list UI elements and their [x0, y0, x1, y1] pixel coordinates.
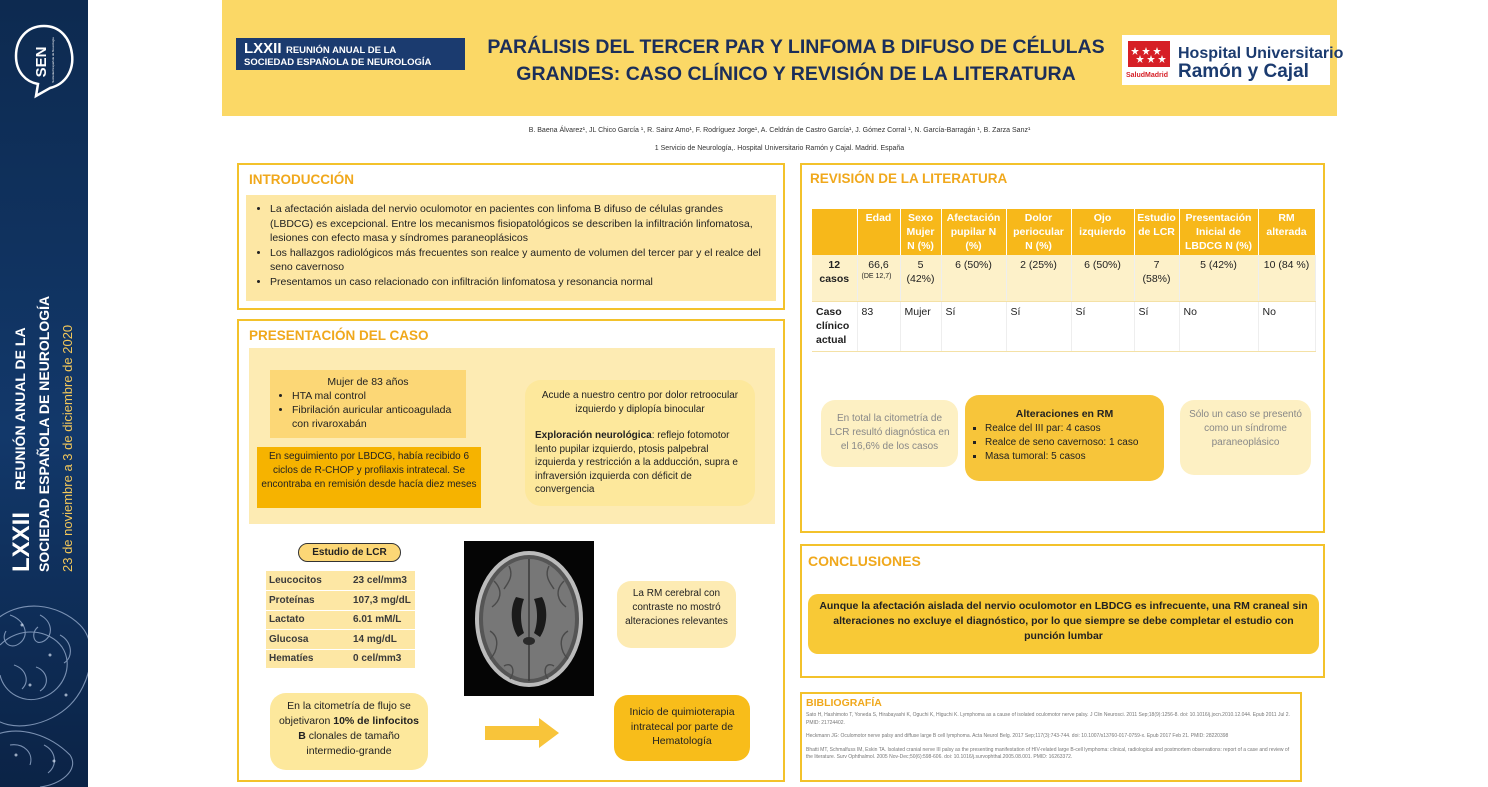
- intro-content: [246, 195, 776, 301]
- rm-item: ▪ Realce de seno cavernoso: 1 caso: [985, 436, 1156, 450]
- flow-text-bold: 10% de linfocitos B: [298, 715, 420, 742]
- table-cell: Sí: [1134, 301, 1179, 351]
- table-row: [266, 630, 415, 650]
- neuro-exam: [535, 429, 745, 497]
- rm-list: [973, 422, 1156, 464]
- csf-diagnostic-note: En total la citometría de LCR resultó diagnóstica en el 16,6% de los casos: [821, 400, 958, 467]
- case-title: PRESENTACIÓN DEL CASO: [249, 328, 429, 343]
- poster-title: [470, 34, 1122, 88]
- arrow-right-icon: [485, 718, 559, 748]
- age-mean: 66,6: [868, 259, 889, 271]
- hospital-name-line1: Hospital Universitario: [1178, 45, 1344, 62]
- salud-madrid-text: SaludMadrid: [1126, 72, 1169, 79]
- conclusions-text: Aunque la afectación aislada del nervio oculomotor en LBDCG es infrecuente, una RM craneal sin alteraciones no excluye el diagnóstico, por lo que siempre se debe completar el estudio con punción lumbar: [808, 594, 1319, 654]
- affiliation: 1 Servicio de Neurología,. Hospital Universitario Ramón y Cajal. Madrid. España: [654, 145, 905, 152]
- intro-bullet: • La afectación aislada del nervio oculomotor en pacientes con linfoma B difuso de células grandes (LBDCG) es excepcional. Entre los mecanismos fisiopatológicos se describen la infiltración linfomatosa, lesiones con efecto masa y síndromes paraneoplásicos: [270, 202, 768, 246]
- literature-table: [812, 209, 1316, 352]
- table-row: [812, 255, 1315, 301]
- row-header: Caso clínico actual: [812, 301, 857, 351]
- rm-item: ▪ Masa tumoral: 5 casos: [985, 450, 1156, 464]
- table-row: [266, 571, 415, 591]
- table-row: [266, 649, 415, 669]
- table-cell: 83: [857, 301, 900, 351]
- exam-label: Exploración neurológica: [535, 430, 652, 441]
- bibliography-list: [806, 712, 1296, 768]
- intro-bullet: • Los hallazgos radiológicos más frecuentes son realce y aumento de volumen del tercer par y el realce del seno cavernoso: [270, 246, 768, 275]
- poster-title-line1: PARÁLISIS DEL TERCER PAR Y LINFOMA B DIFUSO DE CÉLULAS: [487, 36, 1105, 58]
- col-header: RM alterada: [1258, 209, 1315, 255]
- table-cell: 5 (42%): [900, 255, 941, 301]
- table-cell: Sí: [941, 301, 1006, 351]
- patient-heading: Mujer de 83 años: [327, 376, 409, 388]
- table-cell: Sí: [1071, 301, 1134, 351]
- intro-title: INTRODUCCIÓN: [249, 172, 354, 187]
- col-header: [812, 209, 857, 255]
- brain-illustration: [0, 585, 88, 787]
- table-cell: No: [1258, 301, 1315, 351]
- lcr-value: 14 mg/dL: [350, 630, 415, 650]
- rm-item: ▪ Realce del III par: 4 casos: [985, 422, 1156, 436]
- patient-box: [270, 370, 466, 438]
- banner-line2: SOCIEDAD ESPAÑOLA DE NEUROLOGÍA: [244, 57, 432, 68]
- col-header: Afectación pupilar N (%): [941, 209, 1006, 255]
- col-header: Presentación Inicial de LBDCG N (%): [1179, 209, 1258, 255]
- age-sd: (DE 12,7): [861, 273, 892, 280]
- flow-text-post: clonales de tamaño intermedio-grande: [305, 730, 400, 757]
- sidebar-title: [0, 110, 88, 580]
- patient-item: • HTA mal control: [292, 389, 458, 403]
- table-cell: Mujer: [900, 301, 941, 351]
- table-row: [812, 301, 1315, 351]
- flow-text-pre: En la citometría de flujo se objetivaron: [278, 700, 411, 727]
- lcr-table: [266, 571, 415, 669]
- table-row: [266, 591, 415, 611]
- table-cell: 6 (50%): [941, 255, 1006, 301]
- col-header: Edad: [857, 209, 900, 255]
- followup-box: En seguimiento por LBDCG, había recibido 6 ciclos de R-CHOP y profilaxis intratecal. Se encontraba en remisión desde hacía diez meses: [257, 447, 481, 508]
- lcr-param: Lactato: [266, 610, 350, 630]
- col-header: Ojo izquierdo: [1071, 209, 1134, 255]
- chemo-box: Inicio de quimioterapia intratecal por parte de Hematología: [614, 695, 750, 761]
- reference: Heckmann JG: Oculomotor nerve palsy and diffuse large B cell lymphoma. Acta Neurol Belg. 2017 Sep;117(3):743-744. doi: 10.1007/s13760-017-0759-x. Epub 2017 Feb 21. PMID: 28220398: [806, 733, 1229, 739]
- rm-heading: Alteraciones en RM: [1015, 408, 1114, 420]
- flow-cytometry-box: [270, 693, 428, 770]
- row-header: 12 casos: [812, 255, 857, 301]
- table-cell: 7 (58%): [1134, 255, 1179, 301]
- mri-brain-image: [464, 541, 594, 696]
- banner-line1: REUNIÓN ANUAL DE LA: [285, 45, 397, 56]
- paraneoplastic-note: Sólo un caso se presentó como un síndrome paraneoplásico: [1180, 400, 1311, 475]
- table-header-row: [812, 209, 1315, 255]
- sidebar-dates: 23 de noviembre a 3 de diciembre de 2020: [60, 324, 75, 572]
- congress-banner: [236, 38, 465, 70]
- banner-edition: LXXII: [244, 40, 282, 57]
- lcr-param: Glucosa: [266, 630, 350, 650]
- sidebar-banner: [0, 0, 88, 787]
- mri-result: La RM cerebral con contraste no mostró alteraciones relevantes: [617, 581, 736, 648]
- lcr-value: 0 cel/mm3: [350, 649, 415, 669]
- exam-text: : reflejo fotomotor lento pupilar izquierdo, ptosis palpebral izquierda y restricción a la adducción, supra e infraversión izquierda con déficit de convergencia: [535, 430, 738, 495]
- patient-list: [278, 389, 458, 431]
- hospital-name-line2: Ramón y Cajal: [1178, 61, 1309, 82]
- sen-logo-subtitle: Sociedad Española de Neurología: [51, 37, 55, 83]
- bibliography-title: BIBLIOGRAFÍA: [806, 697, 882, 709]
- table-cell: 6 (50%): [1071, 255, 1134, 301]
- sen-logo: [10, 20, 78, 102]
- col-header: Estudio de LCR: [1134, 209, 1179, 255]
- table-cell: 10 (84 %): [1258, 255, 1315, 301]
- col-header: Dolor periocular N (%): [1006, 209, 1071, 255]
- lcr-param: Proteínas: [266, 591, 350, 611]
- hospital-logo: [1122, 35, 1344, 85]
- intro-list: [246, 195, 776, 289]
- literature-title: REVISIÓN DE LA LITERATURA: [810, 171, 1008, 186]
- lcr-value: 107,3 mg/dL: [350, 591, 415, 611]
- consult-reason: Acude a nuestro centro por dolor retroocular izquierdo y diplopía binocular: [541, 390, 739, 415]
- sen-logo-text: SEN: [33, 46, 50, 78]
- table-cell: Sí: [1006, 301, 1071, 351]
- lcr-value: 23 cel/mm3: [350, 571, 415, 591]
- sidebar-title-line1: REUNIÓN ANUAL DE LA: [12, 327, 28, 490]
- patient-item: • Fibrilación auricular anticoagulada con rivaroxabán: [292, 403, 458, 431]
- lcr-param: Leucocitos: [266, 571, 350, 591]
- intro-bullet: • Presentamos un caso relacionado con infiltración linfomatosa y resonancia normal: [270, 275, 768, 290]
- table-row: [266, 610, 415, 630]
- authors: B. Baena Álvarez¹, JL Chico García ¹, R. Sainz Amo¹, F. Rodríguez Jorge¹, A. Celdrán de Castro García¹, J. Gómez Corral ¹, N. García-Barragán ¹, B. Zarza Sanz¹: [528, 127, 1031, 134]
- lcr-value: 6.01 mM/L: [350, 610, 415, 630]
- sidebar-title-line2: SOCIEDAD ESPAÑOLA DE NEUROLOGÍA: [36, 295, 52, 572]
- lcr-param: Hematíes: [266, 649, 350, 669]
- conclusions-title: CONCLUSIONES: [808, 553, 921, 569]
- poster-title-line2: GRANDES: CASO CLÍNICO Y REVISIÓN DE LA LITERATURA: [516, 63, 1076, 85]
- consult-box: [525, 380, 755, 506]
- table-cell: 2 (25%): [1006, 255, 1071, 301]
- sidebar-edition: LXXII: [8, 511, 35, 572]
- table-cell: 5 (42%): [1179, 255, 1258, 301]
- lcr-label: Estudio de LCR: [298, 543, 401, 562]
- table-cell: No: [1179, 301, 1258, 351]
- table-cell: [857, 255, 900, 301]
- rm-alterations-box: [965, 395, 1164, 481]
- reference: Bhatti MT, Schmalfuss IM, Eskin TA. Isolated cranial nerve III palsy as the presenting manifestation of HIV-related large B-cell lymphoma: clinical, radiological and postmortem observations: report of a case and review of the literature. Surv Ophthalmol. 2005 Nov-Dec;50(6):598-606. doi: 10.1016/j.survophthal.2005.08.001. PMID: 16263372.: [806, 746, 1290, 760]
- reference: Sato H, Hashimoto T, Yoneda S, Hirabayashi K, Oguchi K, Higuchi K. Lymphoma as a cause of isolated oculomotor nerve palsy. J Clin Neurosci. 2011 Sep;18(9):1256-8. doi: 10.1016/j.jocn.2010.12.044. Epub 2011 Jul 2. PMID: 21724402.: [806, 712, 1290, 726]
- col-header: Sexo Mujer N (%): [900, 209, 941, 255]
